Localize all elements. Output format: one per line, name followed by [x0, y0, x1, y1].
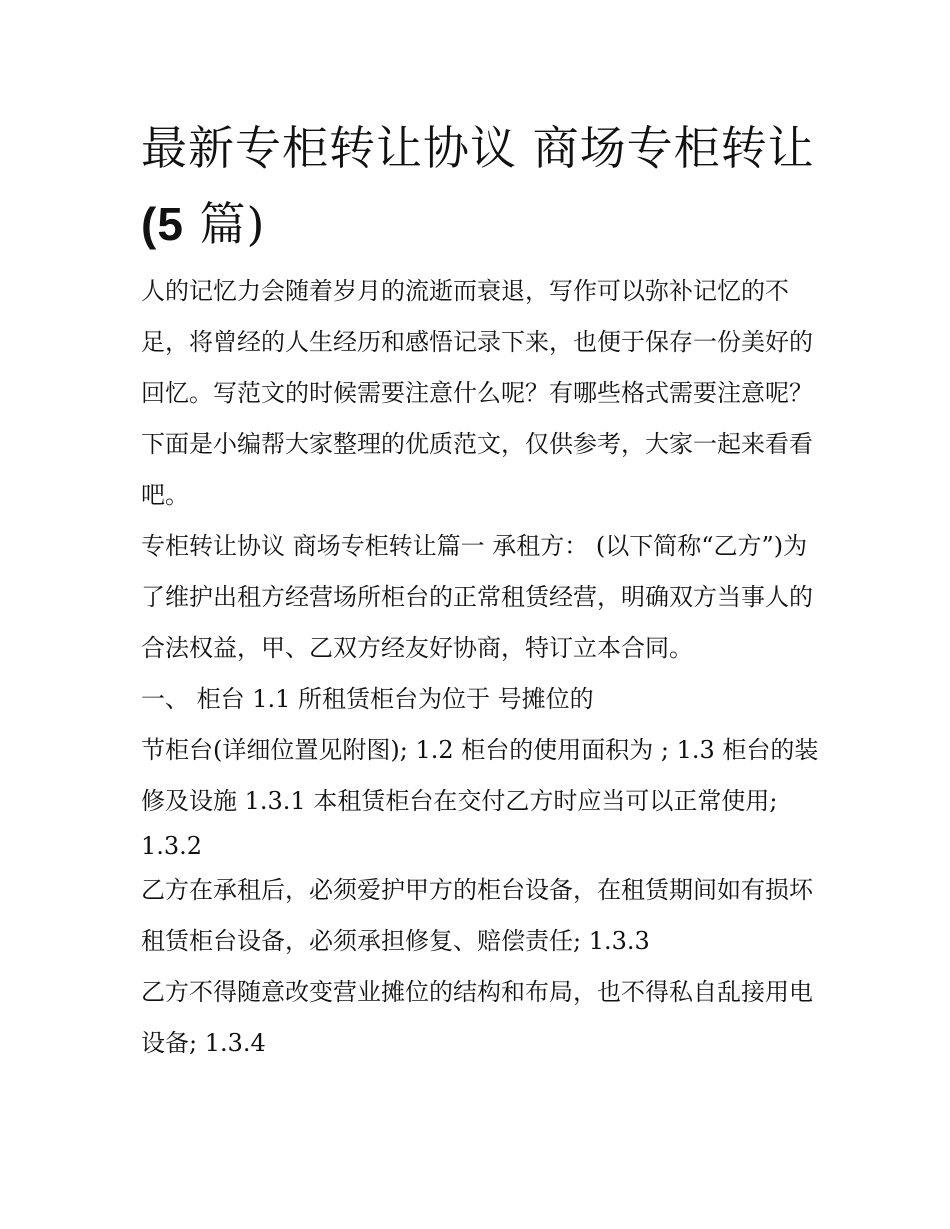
title-count: (5 [141, 198, 184, 250]
agreement-paragraph: 专柜转让协议 商场专柜转让篇一 承租方： (以下简称“乙方”)为了维护出租方经营场所柜台的正常租赁经营，明确双方当事人的合法权益，甲、乙双方经友好协商，特订立本合同。 [141, 532, 813, 662]
counter-clause-paragraph: 节柜台(详细位置见附图); 1.2 柜台的使用面积为 ; 1.3 柜台的装修及设施 1.3.1 本租赁柜台在交付乙方时应当可以正常使用; [141, 736, 819, 815]
title-text: 最新专柜转让协议 商场专柜转让 [141, 121, 815, 175]
document-title [141, 110, 821, 262]
intro-paragraph: 人的记忆力会随着岁月的流逝而衰退，写作可以弥补记忆的不足，将曾经的人生经历和感悟记录下来，也便于保存一份美好的回忆。写范文的时候需要注意什么呢？有哪些格式需要注意呢？下面是小编帮大家整理的优质范文，仅供参考，大家一起来看看吧。 [141, 277, 813, 509]
clause-1-3-2-paragraph: 乙方在承租后，必须爱护甲方的柜台设备，在租赁期间如有损坏租赁柜台设备，必须承担修复、赔偿责任; 1.3.3 [141, 876, 813, 955]
clause-1-3-3-paragraph: 乙方不得随意改变营业摊位的结构和布局，也不得私自乱接用电设备; 1.3.4 [141, 978, 813, 1057]
title-suffix: 篇) [183, 197, 266, 251]
document-page [141, 110, 821, 1069]
clause-number-1-3-2: 1.3.2 [141, 832, 203, 860]
section-one-heading: 一、 柜台 1.1 所租赁柜台为位于 号摊位的 [141, 685, 594, 713]
